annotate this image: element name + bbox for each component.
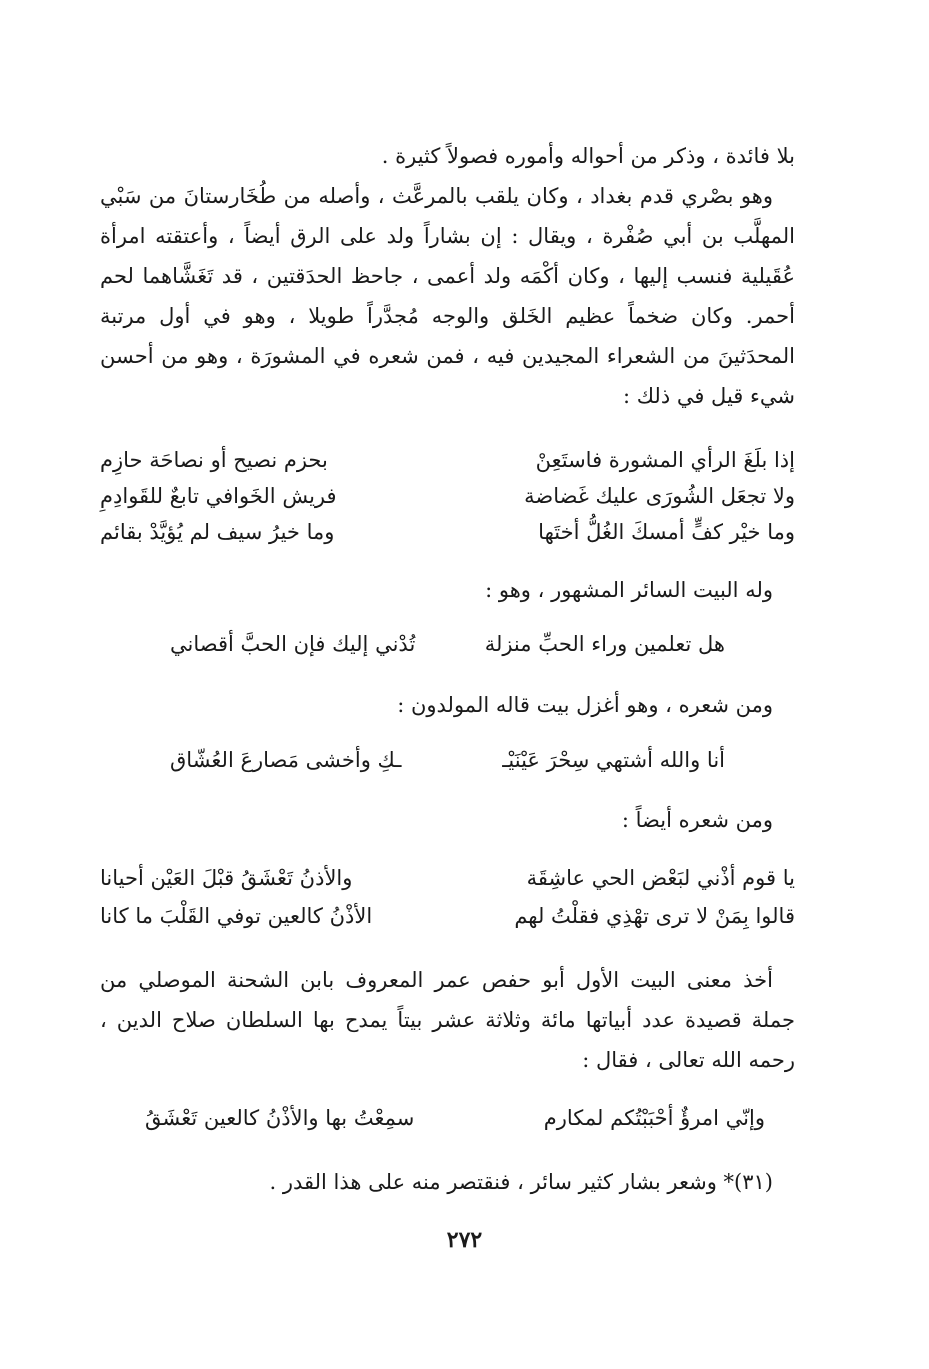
verse-first-hemistich: وما خيْر كفٍّ أمسكَ الغُلُّ أختَها bbox=[538, 520, 795, 544]
verse-line bbox=[100, 478, 795, 514]
verse-first-hemistich: قالوا بِمَنْ لا ترى تهْذِي فقلْتُ لهم bbox=[514, 904, 795, 928]
verse-line bbox=[100, 898, 795, 934]
verse-second-hemistich: ـكِ وأخشى مَصارعَ العُشّاق bbox=[170, 748, 402, 772]
verse-second-hemistich: والأذنُ تَعْشَقُ قبْلَ العَيْن أحيانا bbox=[100, 866, 353, 890]
verse-line bbox=[100, 860, 795, 896]
paragraph-famous-verse-intro: وله البيت السائر المشهور ، وهو : bbox=[485, 578, 773, 602]
verse-second-hemistich: تُدْني إليك فإن الحبَّ أقصاني bbox=[170, 632, 416, 656]
verse-second-hemistich: وما خيرُ سيف لم يُؤيَّدْ بقائم bbox=[100, 520, 335, 544]
verse-line bbox=[145, 1100, 765, 1136]
paragraph-closing: (٣١)* وشعر بشار كثير سائر ، فنقتصر منه على هذا القدر . bbox=[269, 1170, 773, 1194]
verse-first-hemistich: وإنّي امرؤٌ أحْبَبْتُكم لمكارم bbox=[543, 1106, 765, 1130]
paragraph-more-poetry-intro: ومن شعره أيضاً : bbox=[621, 808, 773, 832]
paragraph-ghazal-intro: ومن شعره ، وهو أغزل بيت قاله المولدون : bbox=[397, 693, 773, 717]
verse-second-hemistich: بحزم نصيح أو نصاحَة حازِم bbox=[100, 448, 328, 472]
verse-second-hemistich: سمِعْتُ بها والأذْنُ كالعين تَعْشَقُ bbox=[145, 1106, 415, 1130]
verse-first-hemistich: ولا تجعَل الشُورَى عليك غَضاضة bbox=[524, 484, 795, 508]
verse-line bbox=[170, 626, 725, 662]
paragraph-ibn-shihna: أخذ معنى البيت الأول أبو حفص عمر المعروف بابن الشحنة الموصلي من جملة قصيدة عدد أبياتها مائة وثلاثة عشر بيتاً يمدح بها السلطان صلاح الدين ، رحمه الله تعالى ، فقال : bbox=[100, 968, 795, 1072]
page-number: ٢٧٢ bbox=[446, 1227, 483, 1253]
verse-first-hemistich: أنا والله أشتهي سِحْرَ عَيْنَيْـ bbox=[502, 748, 725, 772]
verse-line bbox=[100, 442, 795, 478]
verse-first-hemistich: يا قوم أذْني لبَعْض الحي عاشِقَة bbox=[526, 866, 795, 890]
paragraph-biography: وهو بصْري قدم بغداد ، وكان يلقب بالمرعَّث ، وأصله من طُخَارستانَ من سَبْي المهلَّب بن أبي صُفْرة ، ويقال : إن بشاراً ولد على الرق أيضاً ، وأعتقته امرأة عُقَيلية فنسب إليها ، وكان أكْمَه ولد أعمى ، جاحظ الحدَقتين ، قد تَغَشَّاهما لحم أحمر. وكان ضخماً عظيم الخَلق والوجه مُجدَّراً طويلا ، وهو في أول مرتبة المحدَثينَ من الشعراء المجيدين فيه ، فمن شعره في المشورَة ، وهو من أحسن شيء قيل في ذلك : bbox=[100, 184, 795, 408]
verse-line bbox=[100, 514, 795, 550]
verse-second-hemistich: فريش الخَوافي تابعٌ للقَوادِمِ bbox=[100, 484, 337, 508]
verse-second-hemistich: الأذْنُ كالعين توفي القَلْبَ ما كانا bbox=[100, 904, 373, 928]
verse-line bbox=[170, 742, 725, 778]
paragraph-intro-end: بلا فائدة ، وذكر من أحواله وأموره فصولاً كثيرة . bbox=[381, 144, 795, 168]
verse-first-hemistich: هل تعلمين وراء الحبِّ منزلة bbox=[484, 632, 725, 656]
verse-first-hemistich: إذا بلَغَ الرأي المشورة فاستَعِنْ bbox=[535, 448, 795, 472]
